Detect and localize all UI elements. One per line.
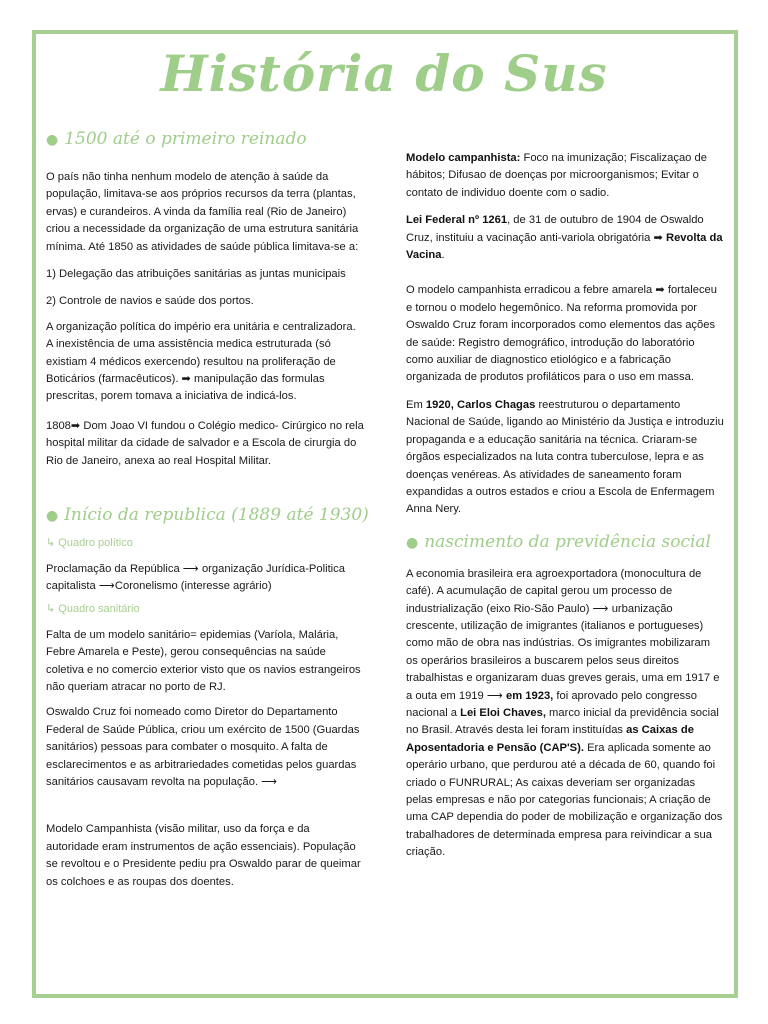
paragraph: Oswaldo Cruz foi nomeado como Diretor do Departamento Federal de Saúde Pública, criou um exército de 1500 (Guardas sanitários) pessoas para combater o mosquito. A falta de esclarecimentos e as arbitrariedades cometidas pelos guardas sanitários causavam revolta na população. ⟶ xyxy=(46,706,360,788)
paragraph: Lei Federal nº 1261, de 31 de outubro de 1904 de Oswaldo Cruz, instituiu a vacinação anti-variola obrigatória ➡ Revolta da Vacina. xyxy=(406,214,723,262)
paragraph: 1808➡ Dom Joao VI fundou o Colégio medico- Cirúrgico no rela hospital militar da cidade de salvador e a Escola de cirurgia do Rio de Janeiro, anexa ao real Hospital Militar. xyxy=(46,419,364,467)
subheading-quadro-sanitario: ↳ Quadro sanitário xyxy=(46,603,140,616)
subheading-quadro-politico: ↳ Quadro político xyxy=(46,537,133,550)
paragraph: Modelo campanhista: Foco na imunização; Fiscalizaçao de hábitos; Difusao de doenças por microorganismos; Evitar o contato de individuo doente com o sadio. xyxy=(406,152,707,199)
paragraph: A economia brasileira era agroexportadora (monocultura de café). A acumulação de capital gerou um processo de industrialização (eixo Rio-São Paulo) ⟶ urbanização crescente, utilização de imigrantes (italianos e portugueses) como mão de obra nas indústrias. Os imigrantes mobilizaram os operários brasileiros a buscarem pelos seus direitos trabalhistas e organizaram duas greves gerais, uma em 1917 e a outa em 1919 ⟶ em 1923, foi aprovado pelo congresso nacional a Lei Eloi Chaves, marco inicial da previdência social no Brasil. Através desta lei foram instituídas as Caixas de Aposentadoria e Pensão (CAP'S). Era aplicada somente ao operário urbano, que perdurou até a década de 60, quando foi criado o FUNRURAL; As caixas deveriam ser organizadas pelas empresas e não por categorias funcionais; A criação de uma CAP dependia do poder de mobilização e organização dos trabalhadores de determinada empresa para reivindicar a sua criação. xyxy=(406,567,723,859)
left-column xyxy=(46,128,369,891)
paragraph: A organização política do império era unitária e centralizadora. A inexistência de uma assistência medica estruturada (só existiam 4 médicos exercendo) resultou na proliferação de Boticários (farmacêuticos). ➡ manipulação das formulas prescritas, porem tomava a iniciativa de indicá-los. xyxy=(46,320,356,403)
right-column xyxy=(406,150,724,862)
bullet-icon: ● xyxy=(46,132,59,148)
bullet-icon: ● xyxy=(406,534,419,551)
paragraph: Modelo Campanhista (visão militar, uso da força e da autoridade eram instrumentos de ação essenciais). População se revoltou e o Presidente pediu pra Oswaldo parar de queimar os colchoes e as roupas dos doentes. xyxy=(46,823,361,888)
page-title: História do Sus xyxy=(160,44,608,103)
section-heading-previdencia: ● nascimento da previdência social xyxy=(406,531,711,552)
section-heading-1500: ● 1500 até o primeiro reinado xyxy=(46,129,307,149)
paragraph: O país não tinha nenhum modelo de atenção à saúde da população, limitava-se aos próprios recursos da terra (plantas, ervas) e curandeiros. A vinda da família real (Rio de Janeiro) criou a necessidade da organização de uma estrutura sanitária mínima. Até 1850 as atividades de saúde pública limitava-se a: xyxy=(46,171,359,253)
bullet-icon: ● xyxy=(46,508,59,525)
paragraph: Falta de um modelo sanitário= epidemias (Varíola, Malária, Febre Amarela e Peste), gerou consequências na saúde coletiva e no comercio exterior visto que os navios estrangeiros não queriam atracar no porto de RJ. xyxy=(46,628,361,693)
section-heading-republica: ● Início da republica (1889 até 1930) xyxy=(46,505,369,526)
list-item: 2) Controle de navios e saúde dos portos. xyxy=(46,295,254,308)
paragraph: Proclamação da República ⟶ organização Jurídica-Politica capitalista ⟶Coronelismo (interesse agrário) xyxy=(46,562,345,592)
list-item: 1) Delegação das atribuições sanitárias as juntas municipais xyxy=(46,268,346,281)
paragraph: Em 1920, Carlos Chagas reestruturou o departamento Nacional de Saúde, ligando ao Ministério da Justiça e introduziu propaganda e a educação sanitária na técnica. Criaram-se órgãos especializados na luta contra tuberculose, lepra e as doenças venéreas. As atividades de saneamento foram expandidas a outros estados e criou a Escola de Enfermagem Anna Nery. xyxy=(406,398,724,516)
paragraph: O modelo campanhista erradicou a febre amarela ➡ fortaleceu e tornou o modelo hegemônico. Na reforma promovida por Oswaldo Cruz foram incorporados como elementos das ações de saúde: Registro demográfico, introdução do laboratório como auxiliar de diagnostico etiológico e a fabricação organizada de produtos profiláticos para o uso em massa. xyxy=(406,284,717,384)
